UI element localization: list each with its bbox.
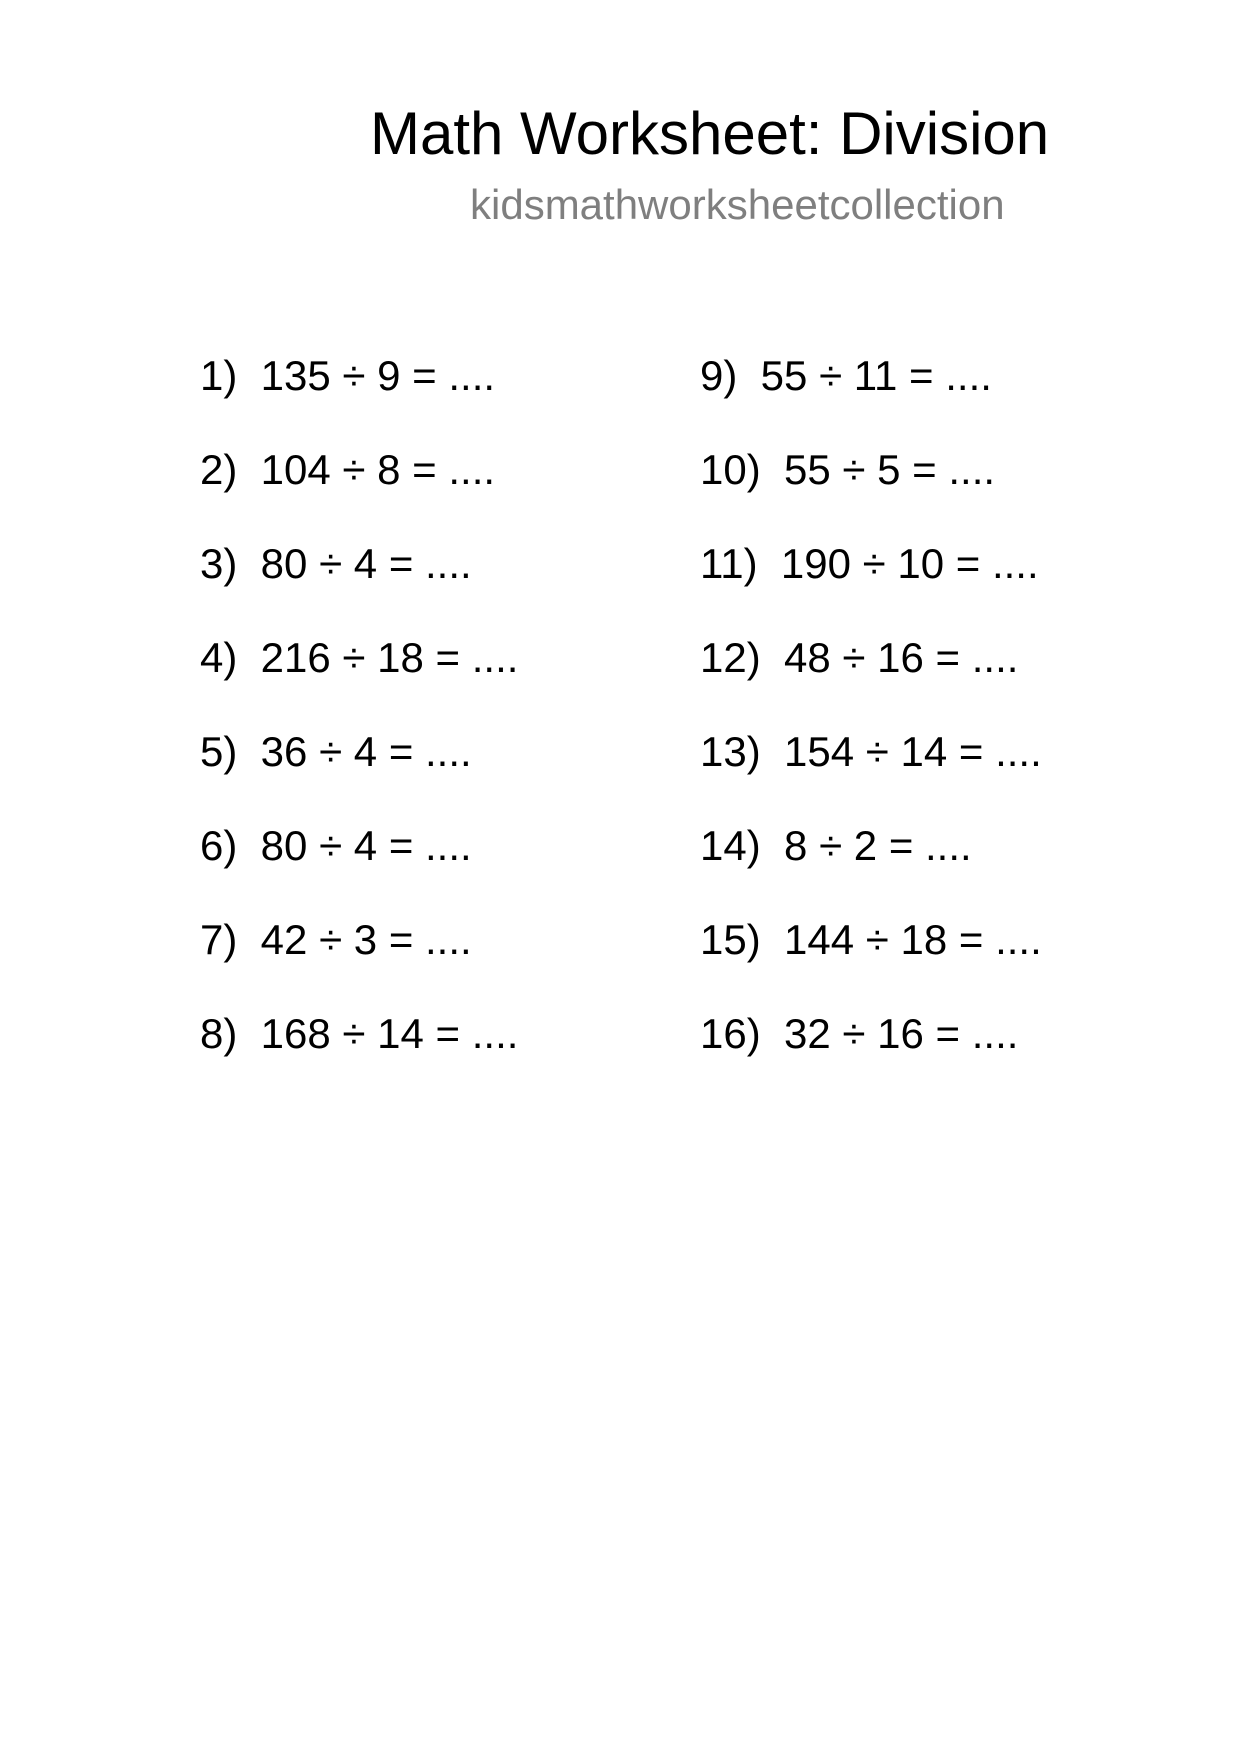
problem-11: 11) 190 ÷ 10 = ....	[700, 540, 1039, 587]
page-title: Math Worksheet: Division	[370, 100, 1050, 167]
problem-15: 15) 144 ÷ 18 = ....	[700, 916, 1042, 963]
problem-13: 13) 154 ÷ 14 = ....	[700, 728, 1042, 775]
problem-7: 7) 42 ÷ 3 = ....	[200, 916, 472, 963]
problem-14: 14) 8 ÷ 2 = ....	[700, 822, 972, 869]
problem-5: 5) 36 ÷ 4 = ....	[200, 728, 472, 775]
page-subtitle: kidsmathworksheetcollection	[470, 181, 1005, 228]
problem-4: 4) 216 ÷ 18 = ....	[200, 634, 519, 681]
problem-3: 3) 80 ÷ 4 = ....	[200, 540, 472, 587]
problem-10: 10) 55 ÷ 5 = ....	[700, 446, 996, 493]
problem-12: 12) 48 ÷ 16 = ....	[700, 634, 1019, 681]
problem-8: 8) 168 ÷ 14 = ....	[200, 1010, 519, 1057]
problem-16: 16) 32 ÷ 16 = ....	[700, 1010, 1019, 1057]
problem-6: 6) 80 ÷ 4 = ....	[200, 822, 472, 869]
problem-1: 1) 135 ÷ 9 = ....	[200, 352, 496, 399]
problem-2: 2) 104 ÷ 8 = ....	[200, 446, 496, 493]
problem-9: 9) 55 ÷ 11 = ....	[700, 352, 992, 399]
